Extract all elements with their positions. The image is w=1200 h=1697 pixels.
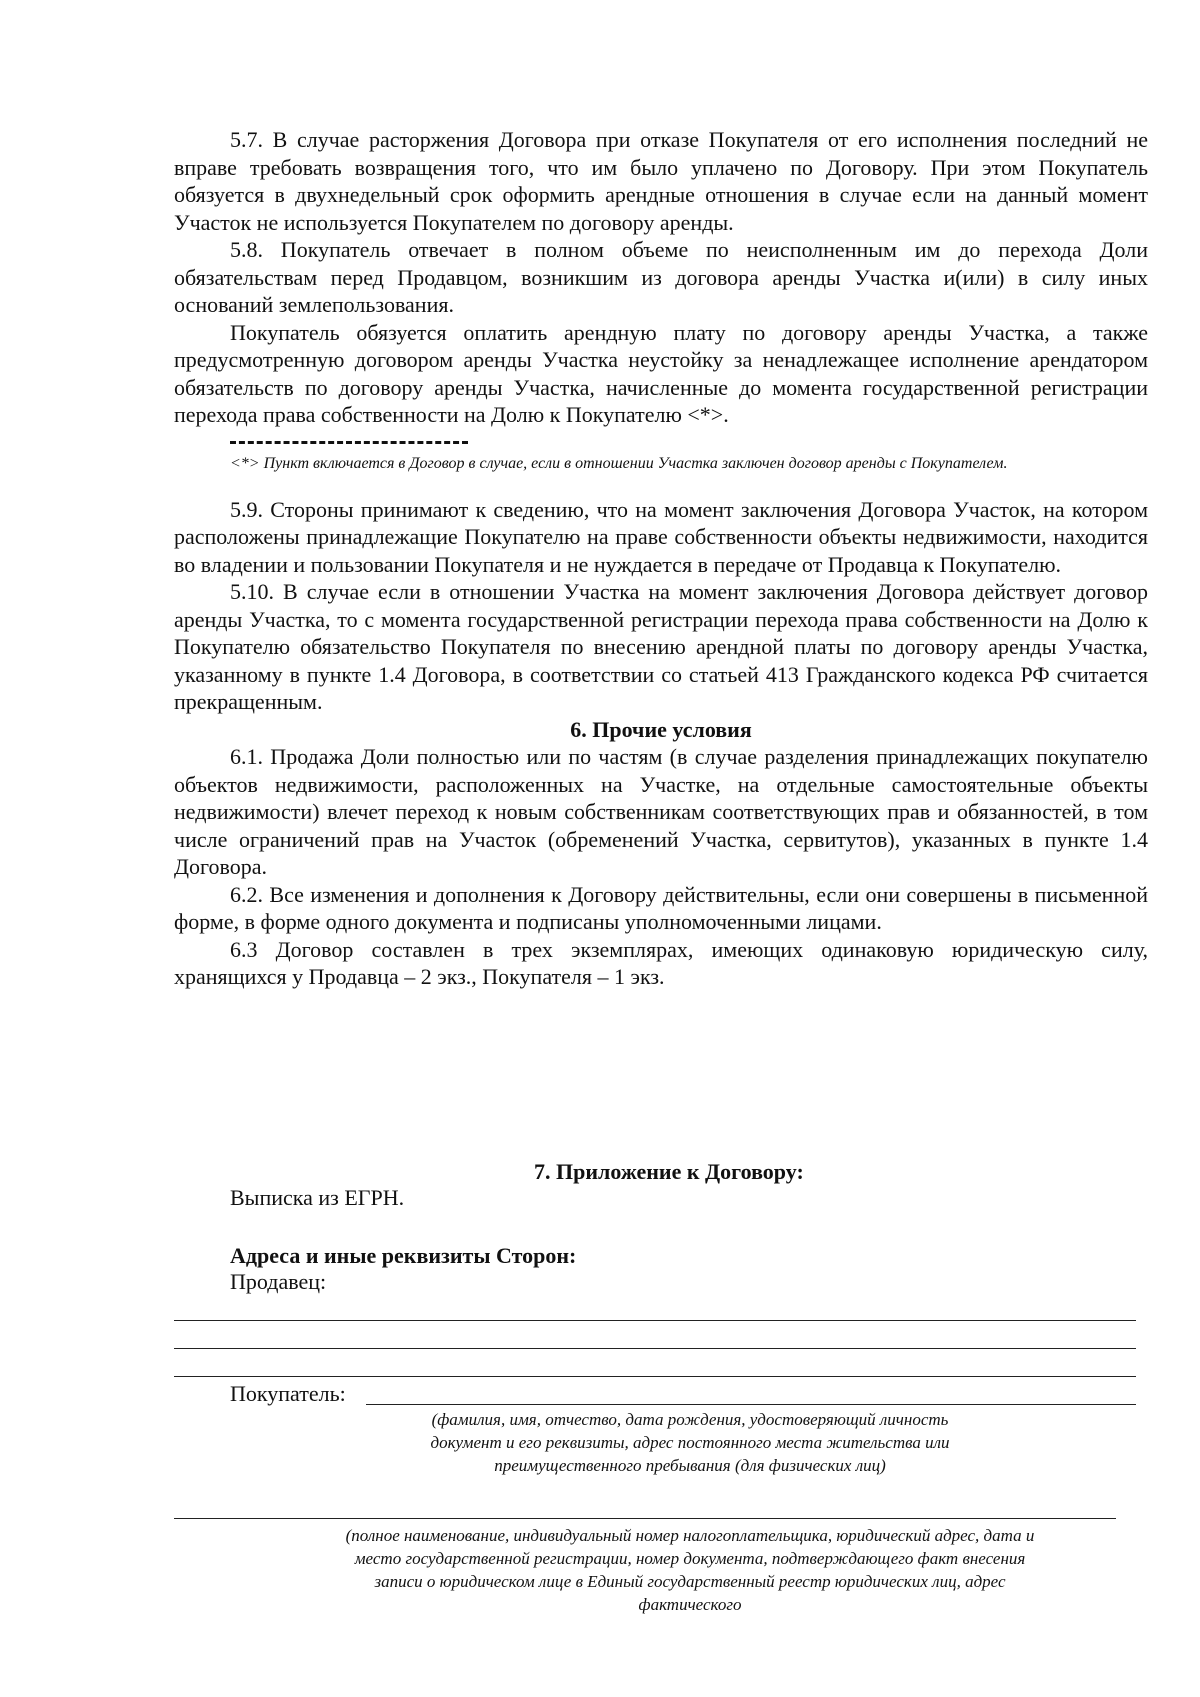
contract-body (174, 126, 1148, 991)
legal-entity-line (174, 1518, 1116, 1519)
note-individual: (фамилия, имя, отчество, дата рождения, удостоверяющий личность документ и его реквизиты, адрес постоянного места жительства или преимущественного пребывания (для физических лиц) (430, 1410, 950, 1475)
seller-line-1 (174, 1320, 1136, 1321)
paragraph-5-10: 5.10. В случае если в отношении Участка на момент заключения Договора действует договор аренды Участка, то с момента государственной регистрации перехода права собственности на Долю к Покупателю обязательство Покупателя по внесению арендной платы по договору аренды Участка, указанному в пункте 1.4 Договора, в соответствии со статьей 413 Гражданского кодекса РФ считается прекращенным. (174, 579, 1148, 714)
note-legal-entity: (полное наименование, индивидуальный номер налогоплательщика, юридический адрес, дата и место государственной регистрации, номер документа, подтверждающего факт внесения записи о юридическом лице в Единый государственный реестр юридических лиц, адрес фактического (345, 1526, 1035, 1614)
paragraph-5-7: 5.7. В случае расторжения Договора при отказе Покупателя от его исполнения последний не вправе требовать возвращения того, что им было уплачено по Договору. При этом Покупатель обязуется в двухнедельный срок оформить арендные отношения в случае если на данный момент Участок не используется Покупателем по договору аренды. (174, 127, 1148, 235)
seller-line-3 (174, 1376, 1136, 1377)
seller-label: Продавец: (230, 1269, 327, 1294)
section-7-heading: 7. Приложение к Договору: (534, 1159, 804, 1184)
paragraph-6-3: 6.3 Договор составлен в трех экземплярах, имеющих одинаковую юридическую силу, хранящихся у Продавца – 2 экз., Покупателя – 1 экз. (174, 936, 1148, 989)
requisites-heading: Адреса и иные реквизиты Сторон: (230, 1243, 577, 1268)
paragraph-rent-obligation: Покупатель обязуется оплатить арендную плату по договору аренды Участка, а также предусмотренную договором аренды Участка неустойку за ненадлежащее исполнение арендатором обязательств по договору аренды Участка, начисленные до момента государственной регистрации перехода права собственности на Долю к Покупателю <*>. (174, 319, 1148, 427)
paragraph-5-9: 5.9. Стороны принимают к сведению, что на момент заключения Договора Участок, на котором расположены принадлежащие Покупателю на праве собственности объекты недвижимости, находится во владении и пользовании Покупателя и не нуждается в передаче от Продавца к Покупателю. (174, 496, 1148, 577)
section-6-heading: 6. Прочие условия (570, 716, 752, 742)
appendix-item: Выписка из ЕГРН. (230, 1185, 405, 1210)
paragraph-5-8: 5.8. Покупатель отвечает в полном объеме по неисполненным им до перехода Доли обязательствам перед Продавцом, возникшим из договора аренды Участка и(или) в силу иных оснований землепользования. (174, 237, 1148, 317)
paragraph-6-2: 6.2. Все изменения и дополнения к Договору действительны, если они совершены в письменной форме, в форме одного документа и подписаны уполномоченными лицами. (174, 881, 1148, 934)
buyer-label: Покупатель: (230, 1381, 346, 1406)
footnote: <*> Пункт включается в Договор в случае, если в отношении Участка заключен договор аренды с Покупателем. (230, 454, 1008, 472)
seller-line-2 (174, 1348, 1136, 1349)
paragraph-6-1: 6.1. Продажа Доли полностью или по частям (в случае разделения принадлежащих покупателю объектов недвижимости, расположенных на Участке, на отдельные самостоятельные объекты недвижимости) влечет переход к новым собственникам соответствующих прав и обязанностей, в том числе ограничений прав на Участок (обременений Участка, сервитутов), указанных в пункте 1.4 Договора. (174, 744, 1148, 879)
buyer-line (366, 1404, 1136, 1405)
footnote-separator (230, 441, 468, 444)
